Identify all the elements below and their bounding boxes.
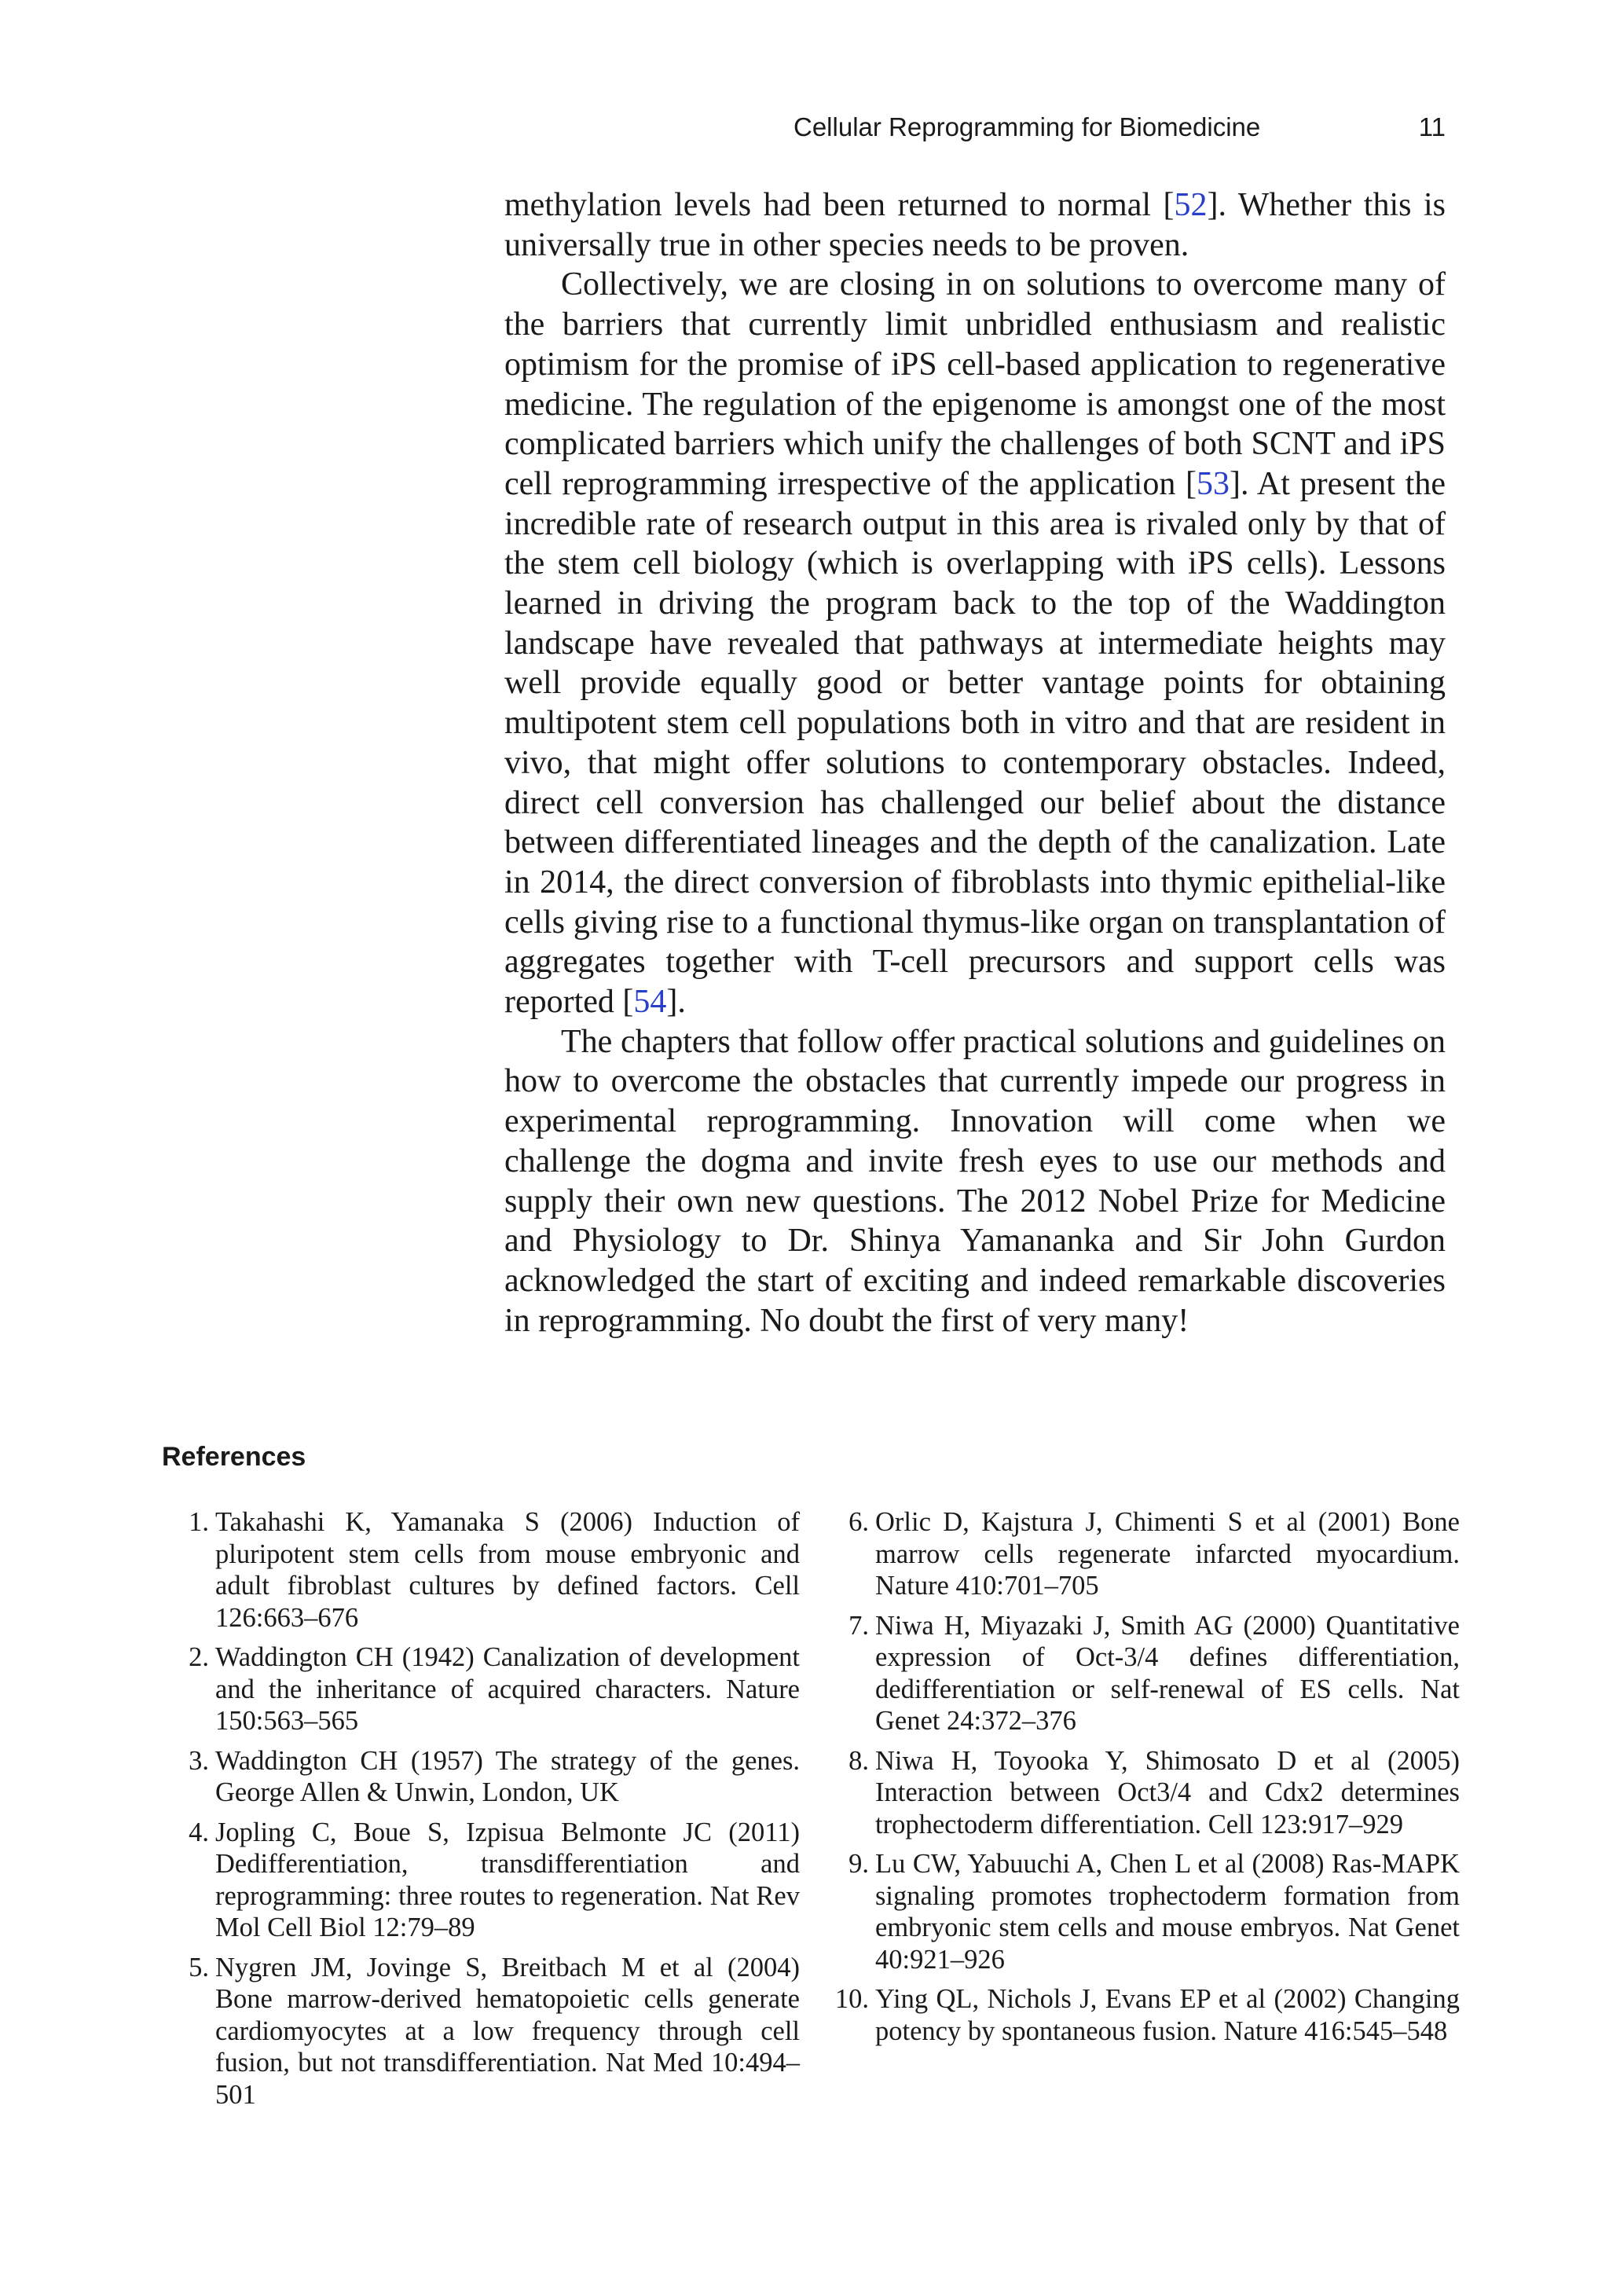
paragraph-2-text-b: ]. At present the incredible rate of research output in this area is rivaled only by that of the stem cell biology (which is overlapping with iPS cells). Lessons learned in driving the program back to the top of the Waddington landscape have revealed that pathways at intermediate heights may well provide equally good or better vantage points for obtaining multipotent stem cell populations both in vitro and that are resident in vivo, that might offer solutions to contemporary obstacles. Indeed, direct cell conversion has challenged our belief about the distance between differentiated lineages and the depth of the canalization. Late in 2014, the direct conversion of fibroblasts into thymic epithelial-like cells giving rise to a functional thymus-like organ on transplantation of aggregates together with T-cell precursors and support cells was reported [ bbox=[504, 465, 1446, 1021]
references-list-left bbox=[171, 1506, 800, 2118]
paragraph-2 bbox=[504, 265, 1446, 1021]
reference-item bbox=[171, 1641, 800, 1737]
reference-item bbox=[831, 1983, 1460, 2047]
reference-text: Niwa H, Miyazaki J, Smith AG (2000) Quantitative expression of Oct-3/4 defines differentiation, dedifferentiation or self-renewal of ES cells. Nat Genet 24:372–376 bbox=[875, 1610, 1460, 1736]
paragraph-1 bbox=[504, 185, 1446, 265]
reference-item bbox=[171, 1745, 800, 1809]
citation-link-52[interactable]: 52 bbox=[1174, 187, 1208, 223]
citation-link-54[interactable]: 54 bbox=[633, 984, 667, 1021]
reference-item bbox=[831, 1506, 1460, 1602]
reference-number: 4. bbox=[189, 1817, 209, 1847]
reference-text: Nygren JM, Jovinge S, Breitbach M et al (2004) Bone marrow-derived hematopoietic cells generate cardiomyocytes at a low frequency through cell fusion, but not transdifferentiation. Nat Med 10:494–501 bbox=[215, 1952, 800, 2110]
reference-text: Niwa H, Toyooka Y, Shimosato D et al (2005) Interaction between Oct3/4 and Cdx2 determines trophectoderm differentiation. Cell 123:917–929 bbox=[875, 1745, 1460, 1839]
reference-number: 7. bbox=[848, 1610, 869, 1641]
references-list-right bbox=[831, 1506, 1460, 2055]
paragraph-2-text-a: Collectively, we are closing in on solutions to overcome many of the barriers that currently limit unbridled enthusiasm and realistic optimism for the promise of iPS cell-based application to regenerative medicine. The regulation of the epigenome is amongst one of the most complicated barriers which unify the challenges of both SCNT and iPS cell reprogramming irrespective of the application [ bbox=[504, 266, 1446, 502]
reference-item bbox=[831, 1745, 1460, 1841]
reference-text: Lu CW, Yabuuchi A, Chen L et al (2008) Ras-MAPK signaling promotes trophectoderm formation from embryonic stem cells and mouse embryos. Nat Genet 40:921–926 bbox=[875, 1849, 1460, 1975]
reference-number: 1. bbox=[189, 1507, 209, 1537]
running-head bbox=[794, 112, 1446, 143]
page-number: 11 bbox=[1418, 112, 1446, 141]
reference-item bbox=[831, 1848, 1460, 1975]
reference-item bbox=[171, 1952, 800, 2111]
reference-number: 6. bbox=[848, 1507, 869, 1537]
reference-text: Takahashi K, Yamanaka S (2006) Induction of pluripotent stem cells from mouse embryonic and adult fibroblast cultures by defined factors. Cell 126:663–676 bbox=[215, 1507, 800, 1633]
references-heading: References bbox=[162, 1442, 306, 1472]
reference-number: 3. bbox=[189, 1745, 209, 1776]
reference-text: Orlic D, Kajstura J, Chimenti S et al (2001) Bone marrow cells regenerate infarcted myocardium. Nature 410:701–705 bbox=[875, 1507, 1460, 1601]
paragraph-1-text-b: ]. Whether this is universally true in other species needs to be proven. bbox=[504, 187, 1446, 263]
reference-text: Jopling C, Boue S, Izpisua Belmonte JC (2011) Dedifferentiation, transdifferentiation and reprogramming: three routes to regeneration. Nat Rev Mol Cell Biol 12:79–89 bbox=[215, 1817, 800, 1942]
reference-item bbox=[171, 1817, 800, 1944]
paragraph-1-text-a: methylation levels had been returned to normal [ bbox=[504, 187, 1175, 223]
reference-number: 2. bbox=[189, 1642, 209, 1672]
reference-text: Waddington CH (1957) The strategy of the genes. George Allen & Unwin, London, UK bbox=[215, 1745, 800, 1807]
reference-item bbox=[831, 1610, 1460, 1737]
running-title: Cellular Reprogramming for Biomedicine bbox=[794, 112, 1261, 141]
reference-number: 8. bbox=[848, 1745, 869, 1776]
reference-text: Waddington CH (1942) Canalization of development and the inheritance of acquired characters. Nature 150:563–565 bbox=[215, 1642, 800, 1736]
paragraph-2-text-c: ]. bbox=[666, 984, 686, 1021]
body-text bbox=[504, 185, 1446, 1341]
reference-number: 5. bbox=[189, 1952, 209, 1982]
paragraph-3: The chapters that follow offer practical solutions and guidelines on how to overcome the obstacles that currently impede our progress in experimental reprogramming. Innovation will come when we challenge the dogma and invite fresh eyes to use our methods and supply their own new questions. The 2012 Nobel Prize for Medicine and Physiology to Dr. Shinya Yamananka and Sir John Gurdon acknowledged the start of exciting and indeed remarkable discoveries in reprogramming. No doubt the first of very many! bbox=[504, 1023, 1446, 1339]
reference-number: 10. bbox=[834, 1984, 869, 2014]
reference-text: Ying QL, Nichols J, Evans EP et al (2002) Changing potency by spontaneous fusion. Nature 416:545–548 bbox=[875, 1984, 1460, 2046]
reference-number: 9. bbox=[848, 1849, 869, 1879]
citation-link-53[interactable]: 53 bbox=[1197, 465, 1230, 502]
reference-item bbox=[171, 1506, 800, 1634]
